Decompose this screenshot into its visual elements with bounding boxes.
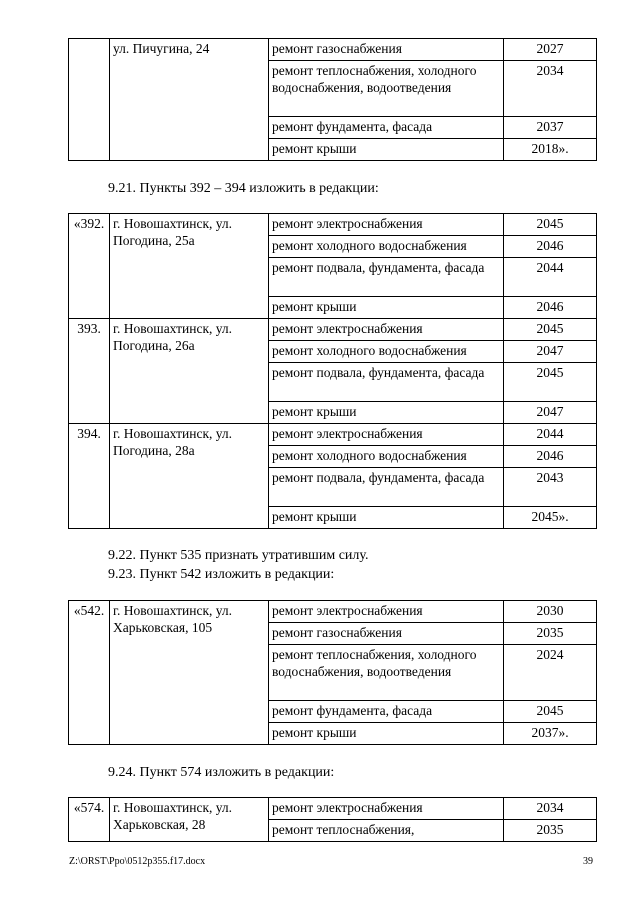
year-cell: 2018». (504, 139, 597, 161)
work-cell: ремонт электроснабжения (269, 319, 504, 341)
year-cell: 2046 (504, 446, 597, 468)
year-cell: 2034 (504, 61, 597, 117)
year-cell: 2047 (504, 402, 597, 424)
work-cell: ремонт электроснабжения (269, 424, 504, 446)
paragraph-9-23: 9.23. Пункт 542 изложить в редакции: (108, 567, 335, 582)
num-cell: «542. (69, 601, 110, 745)
year-cell: 2047 (504, 341, 597, 363)
work-cell: ремонт электроснабжения (269, 601, 504, 623)
year-cell: 2046 (504, 297, 597, 319)
year-cell: 2034 (504, 798, 597, 820)
num-cell: 394. (69, 424, 110, 529)
work-cell: ремонт подвала, фундамента, фасада (269, 258, 504, 297)
year-cell: 2043 (504, 468, 597, 507)
work-cell: ремонт крыши (269, 507, 504, 529)
footer-file-path: Z:\ORST\Ppo\0512p355.f17.docx (69, 856, 206, 867)
num-cell: «574. (69, 798, 110, 842)
work-cell: ремонт крыши (269, 139, 504, 161)
num-cell: 393. (69, 319, 110, 424)
year-cell: 2037 (504, 117, 597, 139)
work-cell: ремонт крыши (269, 723, 504, 745)
year-cell: 2035 (504, 623, 597, 645)
address-cell: г. Новошахтинск, ул. Харьковская, 28 (110, 798, 269, 842)
work-cell: ремонт теплоснабжения, холодного водоснабжения, водоотведения (269, 61, 504, 117)
footer-page-number: 39 (583, 856, 593, 867)
year-cell: 2045 (504, 363, 597, 402)
table-top (68, 38, 597, 161)
work-cell: ремонт электроснабжения (269, 214, 504, 236)
num-cell: «392. (69, 214, 110, 319)
year-cell: 2044 (504, 258, 597, 297)
address-cell: г. Новошахтинск, ул. Погодина, 25а (110, 214, 269, 319)
table-574 (68, 797, 597, 842)
year-cell: 2045 (504, 214, 597, 236)
work-cell: ремонт фундамента, фасада (269, 701, 504, 723)
work-cell: ремонт холодного водоснабжения (269, 341, 504, 363)
num-cell (69, 39, 110, 161)
address-cell: ул. Пичугина, 24 (110, 39, 269, 161)
year-cell: 2045 (504, 701, 597, 723)
work-cell: ремонт газоснабжения (269, 623, 504, 645)
paragraph-9-21: 9.21. Пункты 392 – 394 изложить в редакции: (108, 181, 379, 196)
work-cell: ремонт фундамента, фасада (269, 117, 504, 139)
year-cell: 2046 (504, 236, 597, 258)
work-cell: ремонт подвала, фундамента, фасада (269, 363, 504, 402)
work-cell: ремонт крыши (269, 402, 504, 424)
paragraph-9-22: 9.22. Пункт 535 признать утратившим силу. (108, 548, 369, 563)
year-cell: 2035 (504, 820, 597, 842)
address-cell: г. Новошахтинск, ул. Погодина, 26а (110, 319, 269, 424)
year-cell: 2045». (504, 507, 597, 529)
work-cell: ремонт теплоснабжения, (269, 820, 504, 842)
table-392-394 (68, 213, 597, 529)
work-cell: ремонт подвала, фундамента, фасада (269, 468, 504, 507)
work-cell: ремонт теплоснабжения, холодного водоснабжения, водоотведения (269, 645, 504, 701)
address-cell: г. Новошахтинск, ул. Погодина, 28а (110, 424, 269, 529)
table-542 (68, 600, 597, 745)
work-cell: ремонт газоснабжения (269, 39, 504, 61)
address-cell: г. Новошахтинск, ул. Харьковская, 105 (110, 601, 269, 745)
year-cell: 2045 (504, 319, 597, 341)
year-cell: 2030 (504, 601, 597, 623)
work-cell: ремонт холодного водоснабжения (269, 236, 504, 258)
work-cell: ремонт крыши (269, 297, 504, 319)
year-cell: 2027 (504, 39, 597, 61)
paragraph-9-24: 9.24. Пункт 574 изложить в редакции: (108, 765, 335, 780)
work-cell: ремонт электроснабжения (269, 798, 504, 820)
year-cell: 2024 (504, 645, 597, 701)
work-cell: ремонт холодного водоснабжения (269, 446, 504, 468)
year-cell: 2037». (504, 723, 597, 745)
year-cell: 2044 (504, 424, 597, 446)
